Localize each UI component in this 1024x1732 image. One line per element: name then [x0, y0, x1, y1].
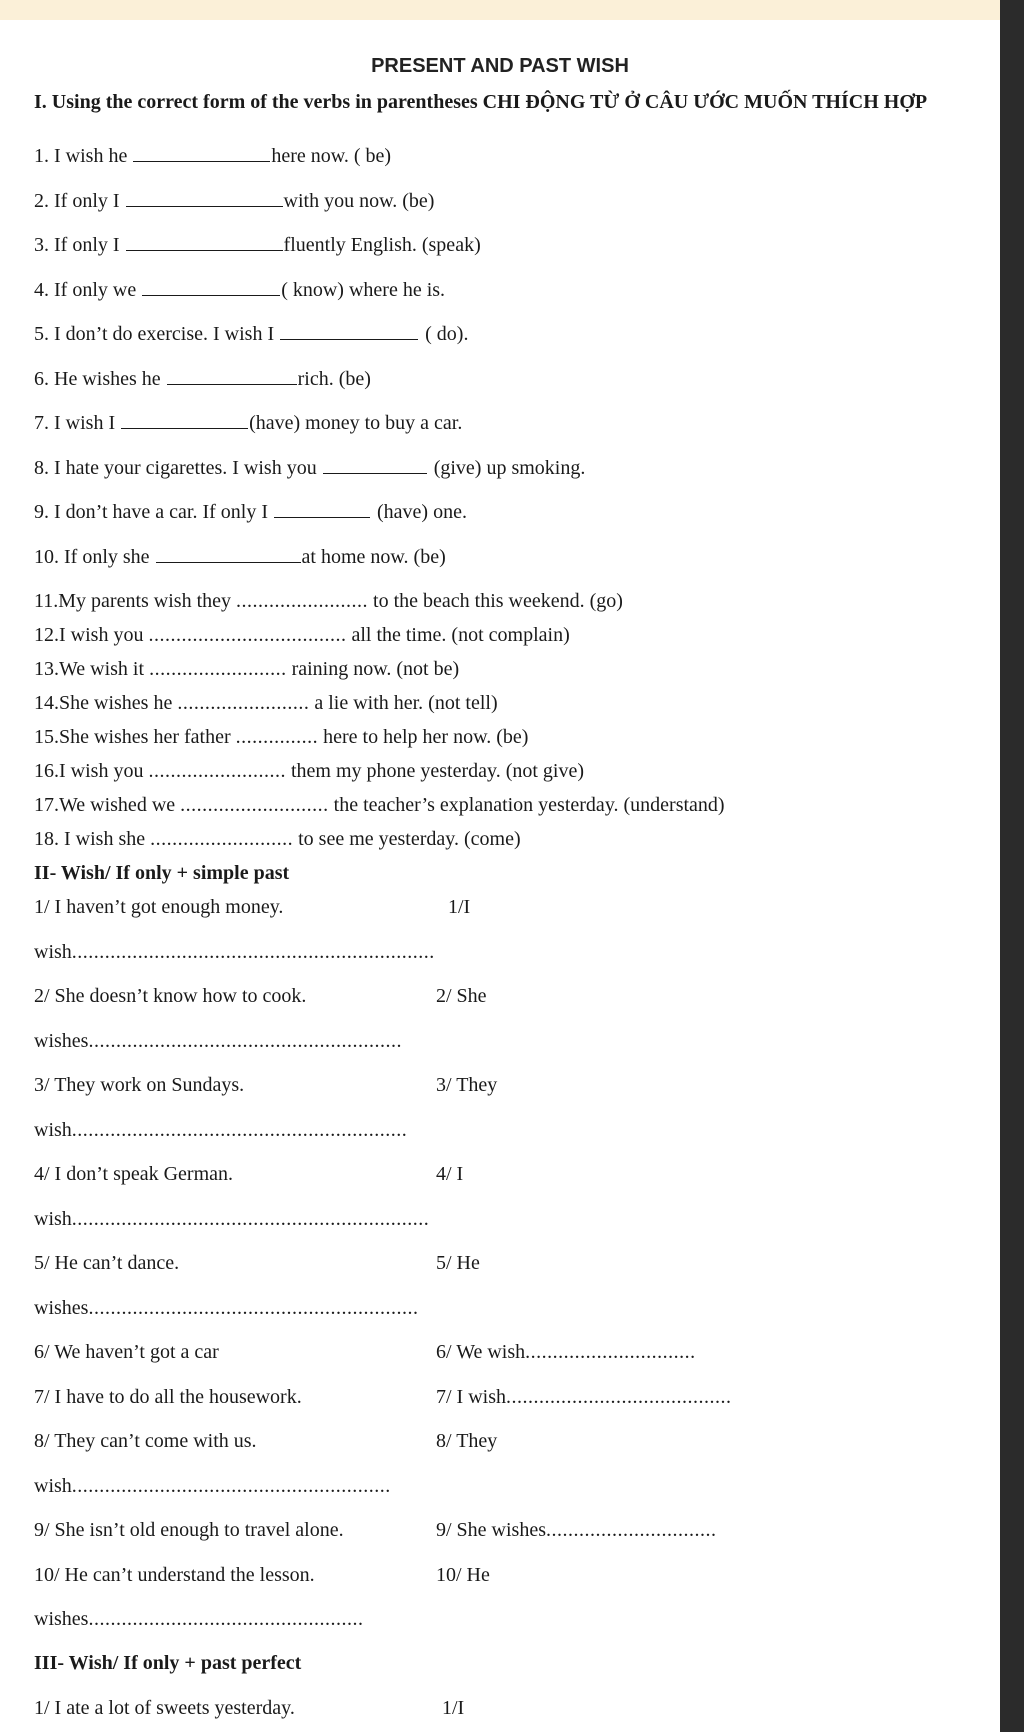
page-title: PRESENT AND PAST WISH	[371, 55, 629, 77]
section-2-sentence: 3/ They work on Sundays.	[34, 1074, 245, 1096]
section-2-heading: II- Wish/ If only + simple past	[34, 862, 290, 884]
exercise-1-item: 17.We wished we ........................... the teacher’s explanation yesterday. (understand)	[34, 794, 725, 816]
section-3-answer-label: 1/I	[442, 1697, 465, 1719]
section-2-answer-label: 4/ I	[436, 1163, 464, 1185]
section-2-answer-label: 10/ He	[436, 1564, 490, 1586]
section-2-answer-label: 3/ They	[436, 1074, 498, 1096]
section-2-answer-line[interactable]: 7/ I wish.........................................	[436, 1386, 732, 1408]
answer-blank[interactable]	[156, 546, 301, 563]
section-3-sentence: 1/ I ate a lot of sweets yesterday.	[34, 1697, 295, 1719]
answer-blank[interactable]: ...........................	[180, 794, 329, 816]
answer-blank[interactable]	[121, 412, 248, 429]
section-2-answer-line[interactable]: wish..................................................................	[34, 941, 435, 963]
answer-blank[interactable]: ...............	[235, 726, 319, 748]
answer-blank[interactable]: .........................	[149, 658, 287, 680]
exercise-1-item: 6. He wishes he rich. (be)	[34, 368, 371, 390]
section-2-answer-label: 5/ He	[436, 1252, 480, 1274]
exercise-1-item: 5. I don’t do exercise. I wish I ( do).	[34, 323, 469, 345]
section-2-sentence: 7/ I have to do all the housework.	[34, 1386, 302, 1408]
exercise-1-item: 13.We wish it ......................... raining now. (not be)	[34, 658, 460, 680]
section-3-heading: III- Wish/ If only + past perfect	[34, 1652, 302, 1674]
exercise-1-item: 16.I wish you ......................... them my phone yesterday. (not give)	[34, 760, 585, 782]
section-2-answer-label: 1/I	[448, 896, 471, 918]
exercise-1-item: 4. If only we ( know) where he is.	[34, 279, 446, 301]
exercise-1-item: 3. If only I fluently English. (speak)	[34, 234, 481, 256]
answer-blank[interactable]: ........................	[177, 692, 310, 714]
answer-blank[interactable]	[126, 234, 283, 251]
section-2-answer-label: 2/ She	[436, 985, 487, 1007]
answer-blank[interactable]	[323, 457, 427, 474]
answer-blank[interactable]	[280, 323, 418, 340]
answer-blank[interactable]	[133, 145, 270, 162]
answer-blank[interactable]: ....................................	[148, 624, 347, 646]
section-2-answer-line[interactable]: wishes.........................................................	[34, 1030, 402, 1052]
section-2-sentence: 5/ He can’t dance.	[34, 1252, 180, 1274]
exercise-1-item: 1. I wish he here now. ( be)	[34, 145, 392, 167]
section-2-sentence: 8/ They can’t come with us.	[34, 1430, 257, 1452]
answer-blank[interactable]	[142, 279, 280, 296]
answer-blank[interactable]: ..........................	[150, 828, 294, 850]
section-2-answer-line[interactable]: wish..........................................................	[34, 1475, 391, 1497]
section-2-sentence: 2/ She doesn’t know how to cook.	[34, 985, 307, 1007]
exercise-1-item: 2. If only I with you now. (be)	[34, 190, 435, 212]
exercise-1-item: 8. I hate your cigarettes. I wish you (give) up smoking.	[34, 457, 586, 479]
exercise-1-item: 11.My parents wish they ........................ to the beach this weekend. (go)	[34, 590, 623, 612]
answer-blank[interactable]	[126, 190, 283, 207]
exercise-1-item: 10. If only she at home now. (be)	[34, 546, 446, 568]
answer-blank[interactable]: ........................	[236, 590, 369, 612]
exercise-1-item: 14.She wishes he ........................ a lie with her. (not tell)	[34, 692, 498, 714]
section-2-sentence: 9/ She isn’t old enough to travel alone.	[34, 1519, 344, 1541]
section-2-sentence: 10/ He can’t understand the lesson.	[34, 1564, 315, 1586]
section-2-sentence: 4/ I don’t speak German.	[34, 1163, 234, 1185]
section-2-sentence: 6/ We haven’t got a car	[34, 1341, 219, 1363]
section-2-sentence: 1/ I haven’t got enough money.	[34, 896, 284, 918]
section-2-answer-line[interactable]: wishes............................................................	[34, 1297, 419, 1319]
section-2-answer-line[interactable]: wishes..................................................	[34, 1608, 364, 1630]
exercise-1-item: 9. I don’t have a car. If only I (have) one.	[34, 501, 467, 523]
exercise-1-item: 15.She wishes her father ............... here to help her now. (be)	[34, 726, 529, 748]
exercise-1-item: 7. I wish I (have) money to buy a car.	[34, 412, 463, 434]
exercise-1-item: 18. I wish she .......................... to see me yesterday. (come)	[34, 828, 521, 850]
answer-blank[interactable]	[274, 501, 370, 518]
answer-blank[interactable]	[167, 368, 297, 385]
right-scroll-edge	[1000, 0, 1024, 1732]
section-2-answer-line[interactable]: 9/ She wishes...............................	[436, 1519, 717, 1541]
answer-blank[interactable]: .........................	[148, 760, 286, 782]
section-1-heading: I. Using the correct form of the verbs in parentheses CHI ĐỘNG TỪ Ở CÂU ƯỚC MUỐN THÍCH HỢP	[34, 91, 928, 113]
section-2-answer-line[interactable]: 6/ We wish...............................	[436, 1341, 696, 1363]
exercise-1-item: 12.I wish you .................................... all the time. (not complain)	[34, 624, 570, 646]
section-2-answer-label: 8/ They	[436, 1430, 498, 1452]
section-2-answer-line[interactable]: wish.................................................................	[34, 1208, 430, 1230]
section-2-answer-line[interactable]: wish.............................................................	[34, 1119, 408, 1141]
